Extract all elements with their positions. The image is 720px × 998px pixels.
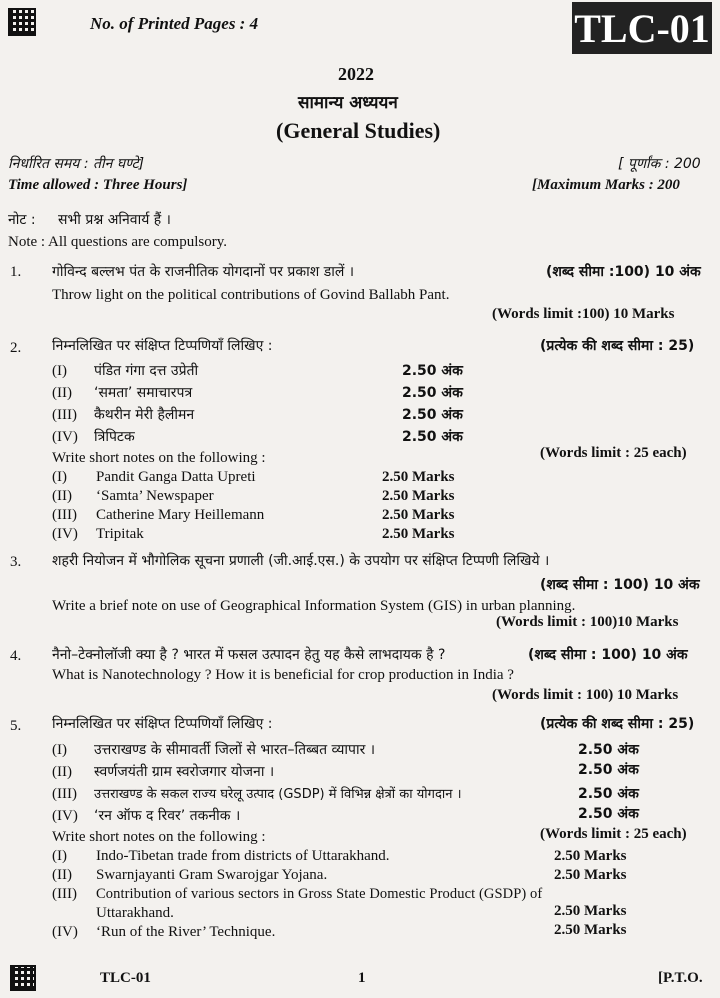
q5-item-text: उत्तराखण्ड के सीमावर्ती जिलों से भारत–तिब्बत व्यापार ।: [94, 742, 376, 758]
q5-item-number: (II): [52, 764, 72, 780]
q2-english: Write short notes on the following :: [52, 450, 266, 466]
marks-hindi: [ पूर्णांक : 200: [618, 156, 701, 172]
marks-english: [Maximum Marks : 200: [532, 177, 680, 193]
q2-item-text: त्रिपिटक: [94, 429, 135, 445]
time-english: Time allowed : Three Hours]: [8, 177, 188, 193]
q5-en-item-number: (I): [52, 848, 67, 864]
q2-item-marks: 2.50 अंक: [402, 407, 463, 423]
title-hindi: सामान्य अध्ययन: [298, 93, 398, 113]
q4-english-limit: (Words limit : 100) 10 Marks: [492, 687, 679, 703]
q5-item-number: (III): [52, 786, 77, 802]
q5-english-limit: (Words limit : 25 each): [540, 826, 687, 842]
q2-en-item-number: (II): [52, 488, 72, 504]
q5-item-text: उत्तराखण्ड के सकल राज्य घरेलू उत्पाद (GSDP) में विभिन्न क्षेत्रों का योगदान ।: [94, 787, 462, 802]
note-hindi: सभी प्रश्न अनिवार्य हैं ।: [58, 212, 171, 228]
q5-item-number: (I): [52, 742, 67, 758]
q1-number: 1.: [10, 264, 22, 280]
q4-number: 4.: [10, 648, 22, 664]
q2-item-text: कैथरीन मेरी हैलीमन: [94, 407, 195, 423]
q3-hindi-limit: (शब्द सीमा : 100) 10 अंक: [540, 577, 700, 593]
q2-item-number: (I): [52, 363, 67, 379]
q2-item-marks: 2.50 अंक: [402, 385, 463, 401]
q5-en-item-marks: 2.50 Marks: [554, 848, 627, 864]
qr-code-bottom: [10, 965, 36, 991]
q5-item-marks: 2.50 अंक: [578, 742, 639, 758]
q5-hindi-limit: (प्रत्येक की शब्द सीमा : 25): [540, 716, 695, 732]
printed-pages: No. of Printed Pages : 4: [90, 14, 259, 33]
q2-en-item-text: Catherine Mary Heillemann: [96, 507, 265, 523]
q5-english: Write short notes on the following :: [52, 829, 266, 845]
q2-item-number: (II): [52, 385, 72, 401]
q4-english: What is Nanotechnology ? How it is beneficial for crop production in India ?: [52, 667, 514, 683]
q1-english: Throw light on the political contributions of Govind Ballabh Pant.: [52, 287, 450, 303]
q5-item-text: ‘रन ऑफ द रिवर’ तकनीक ।: [94, 808, 241, 824]
q2-en-item-marks: 2.50 Marks: [382, 488, 455, 504]
q5-item-text: स्वर्णजयंती ग्राम स्वरोजगार योजना ।: [94, 764, 275, 780]
q2-number: 2.: [10, 340, 22, 356]
q5-en-item-text: ‘Run of the River’ Technique.: [96, 924, 276, 940]
q2-item-text: ‘समता’ समाचारपत्र: [94, 385, 193, 401]
q5-en-item-text: Indo-Tibetan trade from districts of Uttarakhand.: [96, 848, 390, 864]
q2-hindi-limit: (प्रत्येक की शब्द सीमा : 25): [540, 338, 695, 354]
q4-hindi: नैनो–टेक्नोलॉजी क्या है ? भारत में फसल उत्पादन हेतु यह कैसे लाभदायक है ?: [52, 647, 446, 663]
q4-hindi-limit: (शब्द सीमा : 100) 10 अंक: [528, 647, 688, 663]
q5-item-number: (IV): [52, 808, 78, 824]
q5-en-item-number: (II): [52, 867, 72, 883]
page-number: 1: [358, 970, 366, 986]
q5-en-item-text: Swarnjayanti Gram Swarojgar Yojana.: [96, 867, 328, 883]
q5-hindi: निम्नलिखित पर संक्षिप्त टिप्पणियाँ लिखिए :: [52, 716, 273, 732]
q5-en-item-marks: 2.50 Marks: [554, 903, 627, 919]
q2-en-item-number: (III): [52, 507, 77, 523]
qr-code-top: [8, 8, 36, 36]
footer-code: TLC-01: [100, 970, 151, 986]
q2-en-item-marks: 2.50 Marks: [382, 507, 455, 523]
note-hindi-label: नोट :: [8, 212, 36, 228]
q3-number: 3.: [10, 554, 22, 570]
time-hindi: निर्धारित समय : तीन घण्टे]: [8, 156, 145, 172]
q5-item-marks: 2.50 अंक: [578, 786, 639, 802]
q5-en-item-marks: 2.50 Marks: [554, 922, 627, 938]
q2-item-number: (IV): [52, 429, 78, 445]
q2-en-item-number: (I): [52, 469, 67, 485]
q1-english-limit: (Words limit :100) 10 Marks: [492, 306, 675, 322]
q2-item-marks: 2.50 अंक: [402, 363, 463, 379]
q3-english: Write a brief note on use of Geographical Information System (GIS) in urban planning.: [52, 598, 576, 614]
q3-hindi: शहरी नियोजन में भौगोलिक सूचना प्रणाली (जी.आई.एस.) के उपयोग पर संक्षिप्त टिप्पणी लिखिये ।: [52, 553, 550, 569]
q5-en-item-text: Contribution of various sectors in Gross State Domestic Product (GSDP) of: [96, 886, 543, 902]
note-english: Note : All questions are compulsory.: [8, 234, 227, 250]
q3-english-limit: (Words limit : 100)10 Marks: [496, 614, 679, 630]
q5-en-item-number: (IV): [52, 924, 78, 940]
q2-en-item-marks: 2.50 Marks: [382, 469, 455, 485]
q2-item-number: (III): [52, 407, 77, 423]
title-english: (General Studies): [276, 118, 441, 143]
q2-hindi: निम्नलिखित पर संक्षिप्त टिप्पणियाँ लिखिए :: [52, 338, 273, 354]
q5-en-item-number: (III): [52, 886, 77, 902]
q2-en-item-text: Pandit Ganga Datta Upreti: [96, 469, 256, 485]
q1-hindi-limit: (शब्द सीमा :100) 10 अंक: [546, 264, 701, 280]
q1-hindi: गोविन्द बल्लभ पंत के राजनीतिक योगदानों पर प्रकाश डालें ।: [52, 264, 355, 280]
q2-en-item-number: (IV): [52, 526, 78, 542]
q5-number: 5.: [10, 718, 22, 734]
q5-en-item-marks: 2.50 Marks: [554, 867, 627, 883]
q2-en-item-text: ‘Samta’ Newspaper: [96, 488, 214, 504]
q2-en-item-text: Tripitak: [96, 526, 144, 542]
q5-item-marks: 2.50 अंक: [578, 806, 639, 822]
q5-en-item-text-cont: Uttarakhand.: [96, 905, 174, 921]
pto-label: [P.T.O.: [658, 970, 703, 986]
q2-en-item-marks: 2.50 Marks: [382, 526, 455, 542]
q2-english-limit: (Words limit : 25 each): [540, 445, 687, 461]
q2-item-marks: 2.50 अंक: [402, 429, 463, 445]
q2-item-text: पंडित गंगा दत्त उप्रेती: [94, 363, 199, 379]
q5-item-marks: 2.50 अंक: [578, 762, 639, 778]
exam-year: 2022: [338, 64, 374, 84]
paper-code-badge: TLC-01: [572, 2, 712, 54]
